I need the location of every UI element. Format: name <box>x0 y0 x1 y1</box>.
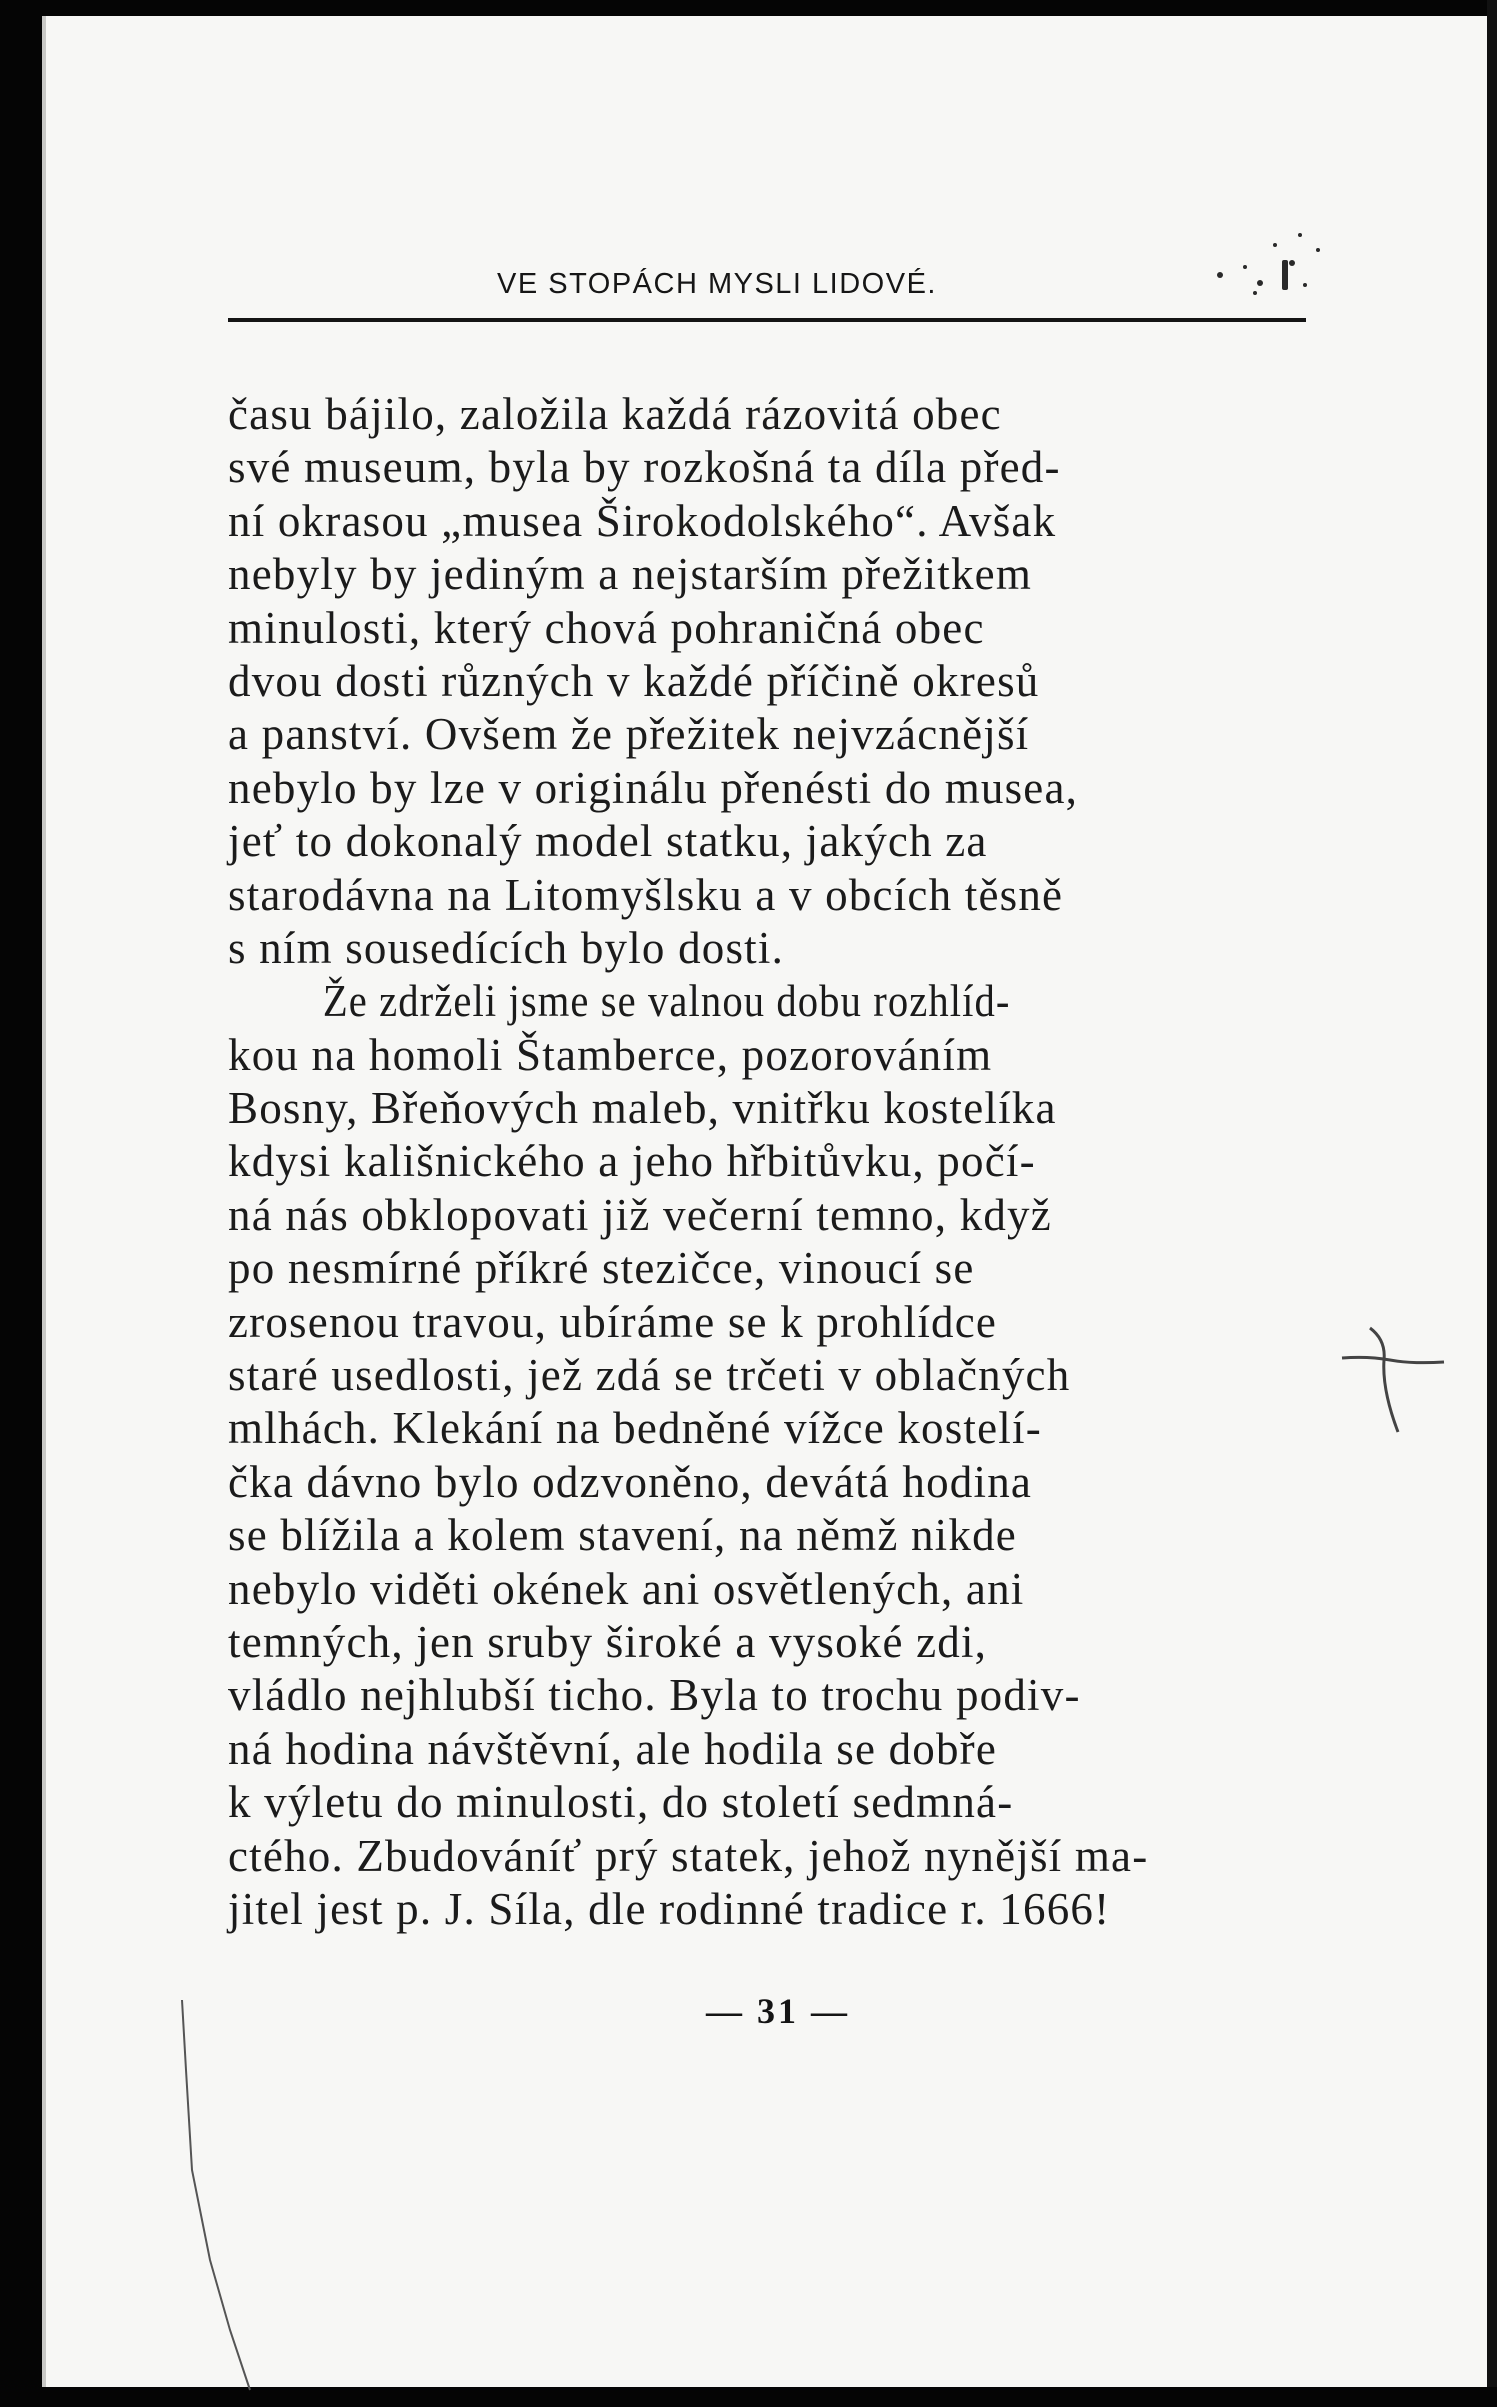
page-number: — 31 — <box>706 1991 850 2031</box>
text-line: Že zdrželi jsme se valnou dobu rozhlíd- <box>322 976 1011 1027</box>
text-line: ná hodina návštěvní, ale hodila se dobře <box>228 1723 998 1774</box>
text-line: nebylo by lze v originálu přenésti do musea, <box>228 762 1079 813</box>
text-line: minulosti, který chová pohraničná obec <box>228 602 985 653</box>
text-line: temných, jen sruby široké a vysoké zdi, <box>228 1616 988 1667</box>
text-line: se blížila a kolem stavení, na němž nikde <box>228 1510 1017 1561</box>
text-line: ní okrasou „musea Širokodolského“. Avšak <box>228 495 1057 546</box>
text-line: své museum, byla by rozkošná ta díla před- <box>228 442 1061 493</box>
text-line: ná nás obklopovati již večerní temno, když <box>228 1189 1052 1240</box>
scan-border-top <box>0 0 1497 16</box>
text-line: mlhách. Klekání na bedněné vížce kostelí- <box>228 1403 1042 1454</box>
text-line: Bosny, Břeňových maleb, vnitřku kostelíka <box>228 1083 1057 1134</box>
text-line: kdysi kališnického a jeho hřbitůvku, počí- <box>228 1136 1036 1187</box>
text-line: čka dávno bylo odzvoněno, devátá hodina <box>228 1456 1033 1507</box>
text-line: nebylo viděti okének ani osvětlených, ani <box>228 1563 1025 1614</box>
pencil-mark <box>1340 1320 1450 1440</box>
text-line: a panství. Ovšem že přežitek nejvzácnější <box>228 709 1030 760</box>
text-line: kou na homoli Štamberce, pozorováním <box>228 1029 993 1080</box>
header-rule <box>228 318 1306 322</box>
text-line: dvou dosti různých v každé příčině okresů <box>228 655 1040 706</box>
scan-border-bottom <box>0 2387 1497 2407</box>
running-head: VE STOPÁCH MYSLI LIDOVÉ. <box>497 268 937 300</box>
scan-border-left <box>0 0 42 2407</box>
text-line: jitel jest p. J. Síla, dle rodinné tradice r. 1666! <box>228 1883 1111 1934</box>
text-line: vládlo nejhlubší ticho. Byla to trochu podiv- <box>228 1670 1081 1721</box>
text-line: starodávna na Litomyšlsku a v obcích těsně <box>228 869 1064 920</box>
text-line: nebyly by jediným a nejstarším přežitkem <box>228 549 1033 600</box>
body-text <box>228 388 1308 1936</box>
text-line: času bájilo, založila každá rázovitá obec <box>228 389 1002 439</box>
text-line: jeť to dokonalý model statku, jakých za <box>228 816 988 867</box>
text-line: staré usedlosti, jež zdá se trčeti v oblačných <box>228 1350 1071 1401</box>
text-line: zrosenou travou, ubíráme se k prohlídce <box>228 1296 998 1347</box>
page-edge-shadow <box>42 16 46 2387</box>
scan-border-right <box>1487 0 1497 2407</box>
ink-speckle-mark <box>1200 205 1340 315</box>
text-line: ctého. Zbudováníť prý statek, jehož nynější ma- <box>228 1830 1149 1881</box>
text-line: s ním sousedících bylo dosti. <box>228 922 785 973</box>
text-line: po nesmírné příkré stezičce, vinoucí se <box>228 1243 975 1294</box>
margin-scratch <box>170 2000 290 2400</box>
text-line: k výletu do minulosti, do století sedmná- <box>228 1777 1014 1828</box>
